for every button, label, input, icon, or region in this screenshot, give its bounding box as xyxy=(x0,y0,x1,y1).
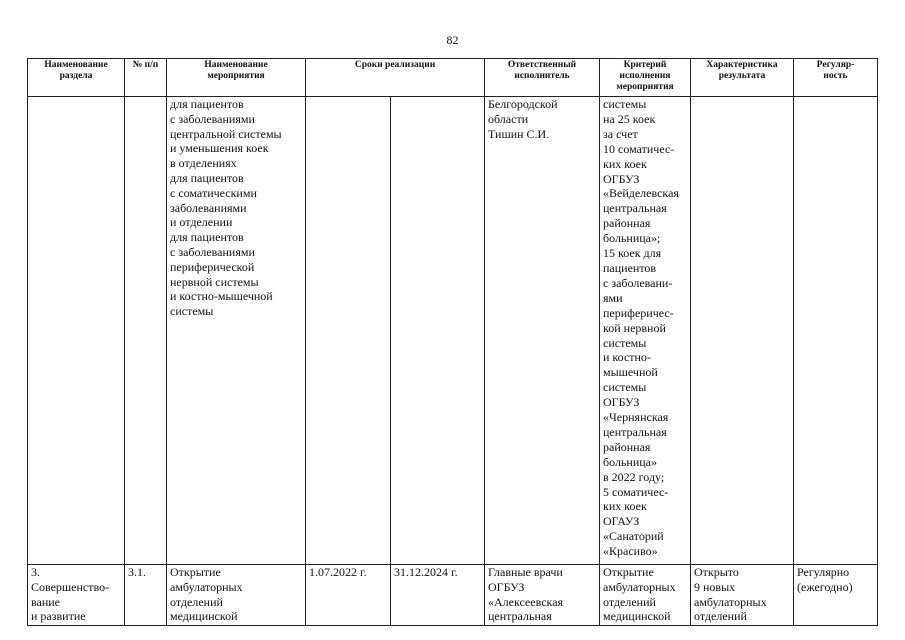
cell-criterion: системы на 25 коек за счет 10 соматичес- ких коек ОГБУЗ «Вейделевская центральная районная больница»; 15 коек для пациентов с заболевани- ями периферичес- кой нервной системы и костно- мышечной системы ОГБУЗ «Чернянская центральная районная больница» в 2022 году; 5 соматичес- ких коек ОГАУЗ «Санаторий «Красиво» xyxy=(600,97,691,565)
header-result: Характеристика результата xyxy=(691,59,794,97)
cell-regularity xyxy=(794,97,878,565)
activities-table xyxy=(27,58,878,626)
header-section: Наименование раздела xyxy=(28,59,125,97)
cell-responsible: Главные врачи ОГБУЗ «Алексеевская центральная xyxy=(485,565,600,626)
cell-end-date: 31.12.2024 г. xyxy=(391,565,485,626)
cell-result xyxy=(691,97,794,565)
cell-activity: для пациентов с заболеваниями центральной системы и уменьшения коек в отделениях для пациентов с соматическими заболеваниями и отделении для пациентов с заболеваниями периферической нервной системы и костно-мышечной системы xyxy=(167,97,306,565)
cell-number: 3.1. xyxy=(125,565,167,626)
cell-end-date xyxy=(391,97,485,565)
table-row xyxy=(28,97,878,565)
header-activity: Наименование мероприятия xyxy=(167,59,306,97)
table-header-row xyxy=(28,59,878,97)
cell-activity: Открытие амбулаторных отделений медицинской xyxy=(167,565,306,626)
cell-start-date: 1.07.2022 г. xyxy=(306,565,391,626)
page-number: 82 xyxy=(446,33,459,47)
cell-result: Открыто 9 новых амбулаторных отделений xyxy=(691,565,794,626)
cell-start-date xyxy=(306,97,391,565)
cell-criterion: Открытие амбулаторных отделений медицинской xyxy=(600,565,691,626)
cell-responsible: Белгородской области Тишин С.И. xyxy=(485,97,600,565)
header-criterion: Критерий исполнения мероприятия xyxy=(600,59,691,97)
header-number: № п/п xyxy=(125,59,167,97)
cell-section xyxy=(28,97,125,565)
cell-number xyxy=(125,97,167,565)
cell-regularity: Регулярно (ежегодно) xyxy=(794,565,878,626)
cell-section: 3. Совершенство- вание и развитие xyxy=(28,565,125,626)
table-row xyxy=(28,565,878,626)
header-responsible: Ответственный исполнитель xyxy=(485,59,600,97)
header-period: Сроки реализации xyxy=(306,59,485,97)
header-regularity: Регуляр- ность xyxy=(794,59,878,97)
